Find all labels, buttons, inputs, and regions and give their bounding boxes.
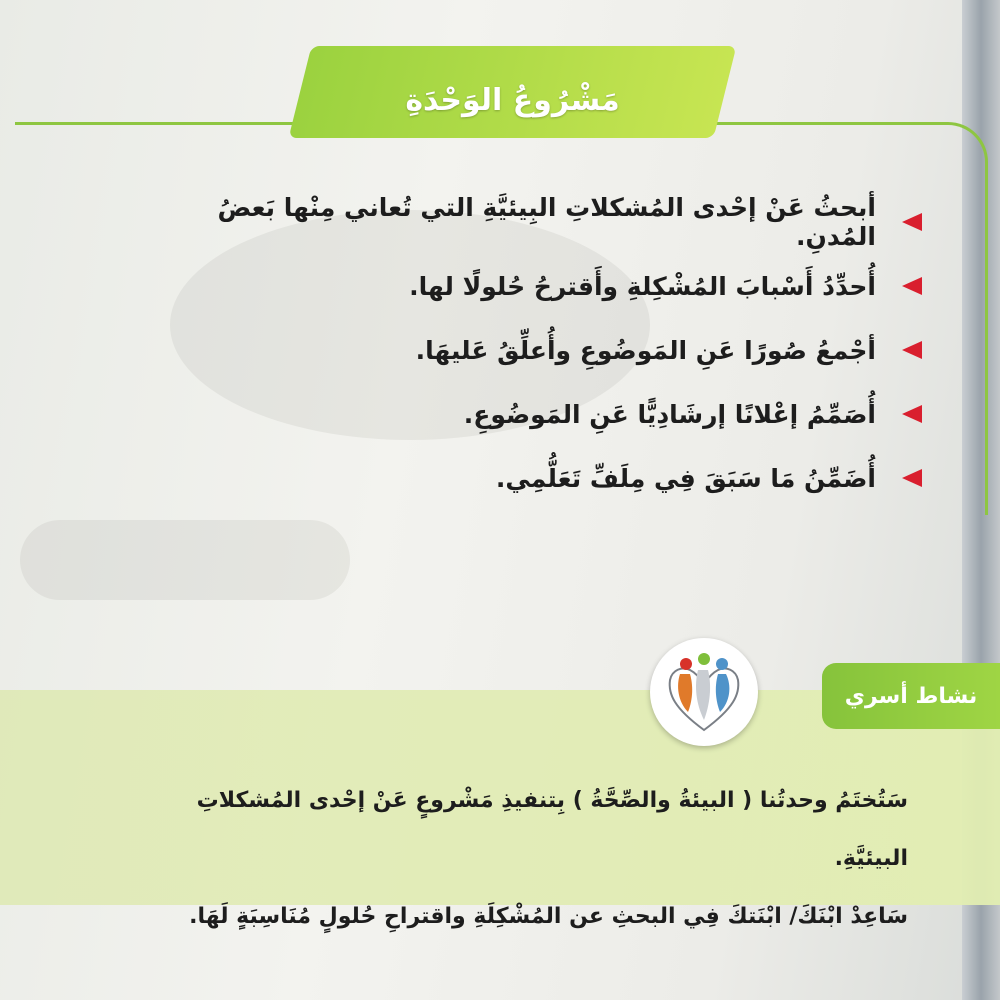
task-text: أُصَمِّمُ إعْلانًا إرشَادِيًّا عَنِ المَوضُوعِ.: [463, 399, 876, 429]
project-task-list: [162, 190, 922, 510]
family-activity-label: نشاط أسري: [822, 663, 1000, 729]
task-text: أُضَمِّنُ مَا سَبَقَ فِي مِلَفِّ تَعَلُّمِي.: [495, 463, 876, 493]
task-text: أبحثُ عَنْ إحْدى المُشكلاتِ البِيئيَّةِ التي تُعاني مِنْها بَعضُ المُدنِ.: [217, 193, 876, 251]
list-item: [162, 190, 922, 254]
task-text: أُحدِّدُ أَسْبابَ المُشْكِلةِ وأَقترحُ حُلولًا لها.: [409, 271, 876, 301]
list-item: [162, 382, 922, 446]
list-item: [162, 254, 922, 318]
bullet-arrow-icon: [902, 405, 922, 423]
list-item: [162, 446, 922, 510]
bullet-arrow-icon: [902, 341, 922, 359]
family-activity-line: سَتُختَمُ وحدتُنا ( البيئةُ والصِّحَّةُ ) بِتنفيذِ مَشْروعٍ عَنْ إحْدى المُشكلاتِ البيئيَّةِ.: [196, 788, 908, 871]
page-shadow: [20, 520, 350, 600]
bullet-arrow-icon: [902, 469, 922, 487]
project-title: مَشْرُوعُ الوَحْدَةِ: [405, 82, 620, 118]
task-text: أجْمعُ صُورًا عَنِ المَوضُوعِ وأُعلِّقُ عَليهَا.: [415, 335, 876, 365]
family-heart-icon: [650, 638, 758, 746]
family-activity-text: [128, 772, 908, 946]
list-item: [162, 318, 922, 382]
bullet-arrow-icon: [902, 277, 922, 295]
family-activity-line: سَاعِدْ ابْنَكَ/ ابْنَتكَ فِي البحثِ عن المُشْكِلَةِ واقتراحِ حُلولٍ مُنَاسِبَةٍ لَهَا.: [189, 904, 908, 929]
bullet-arrow-icon: [902, 213, 922, 231]
